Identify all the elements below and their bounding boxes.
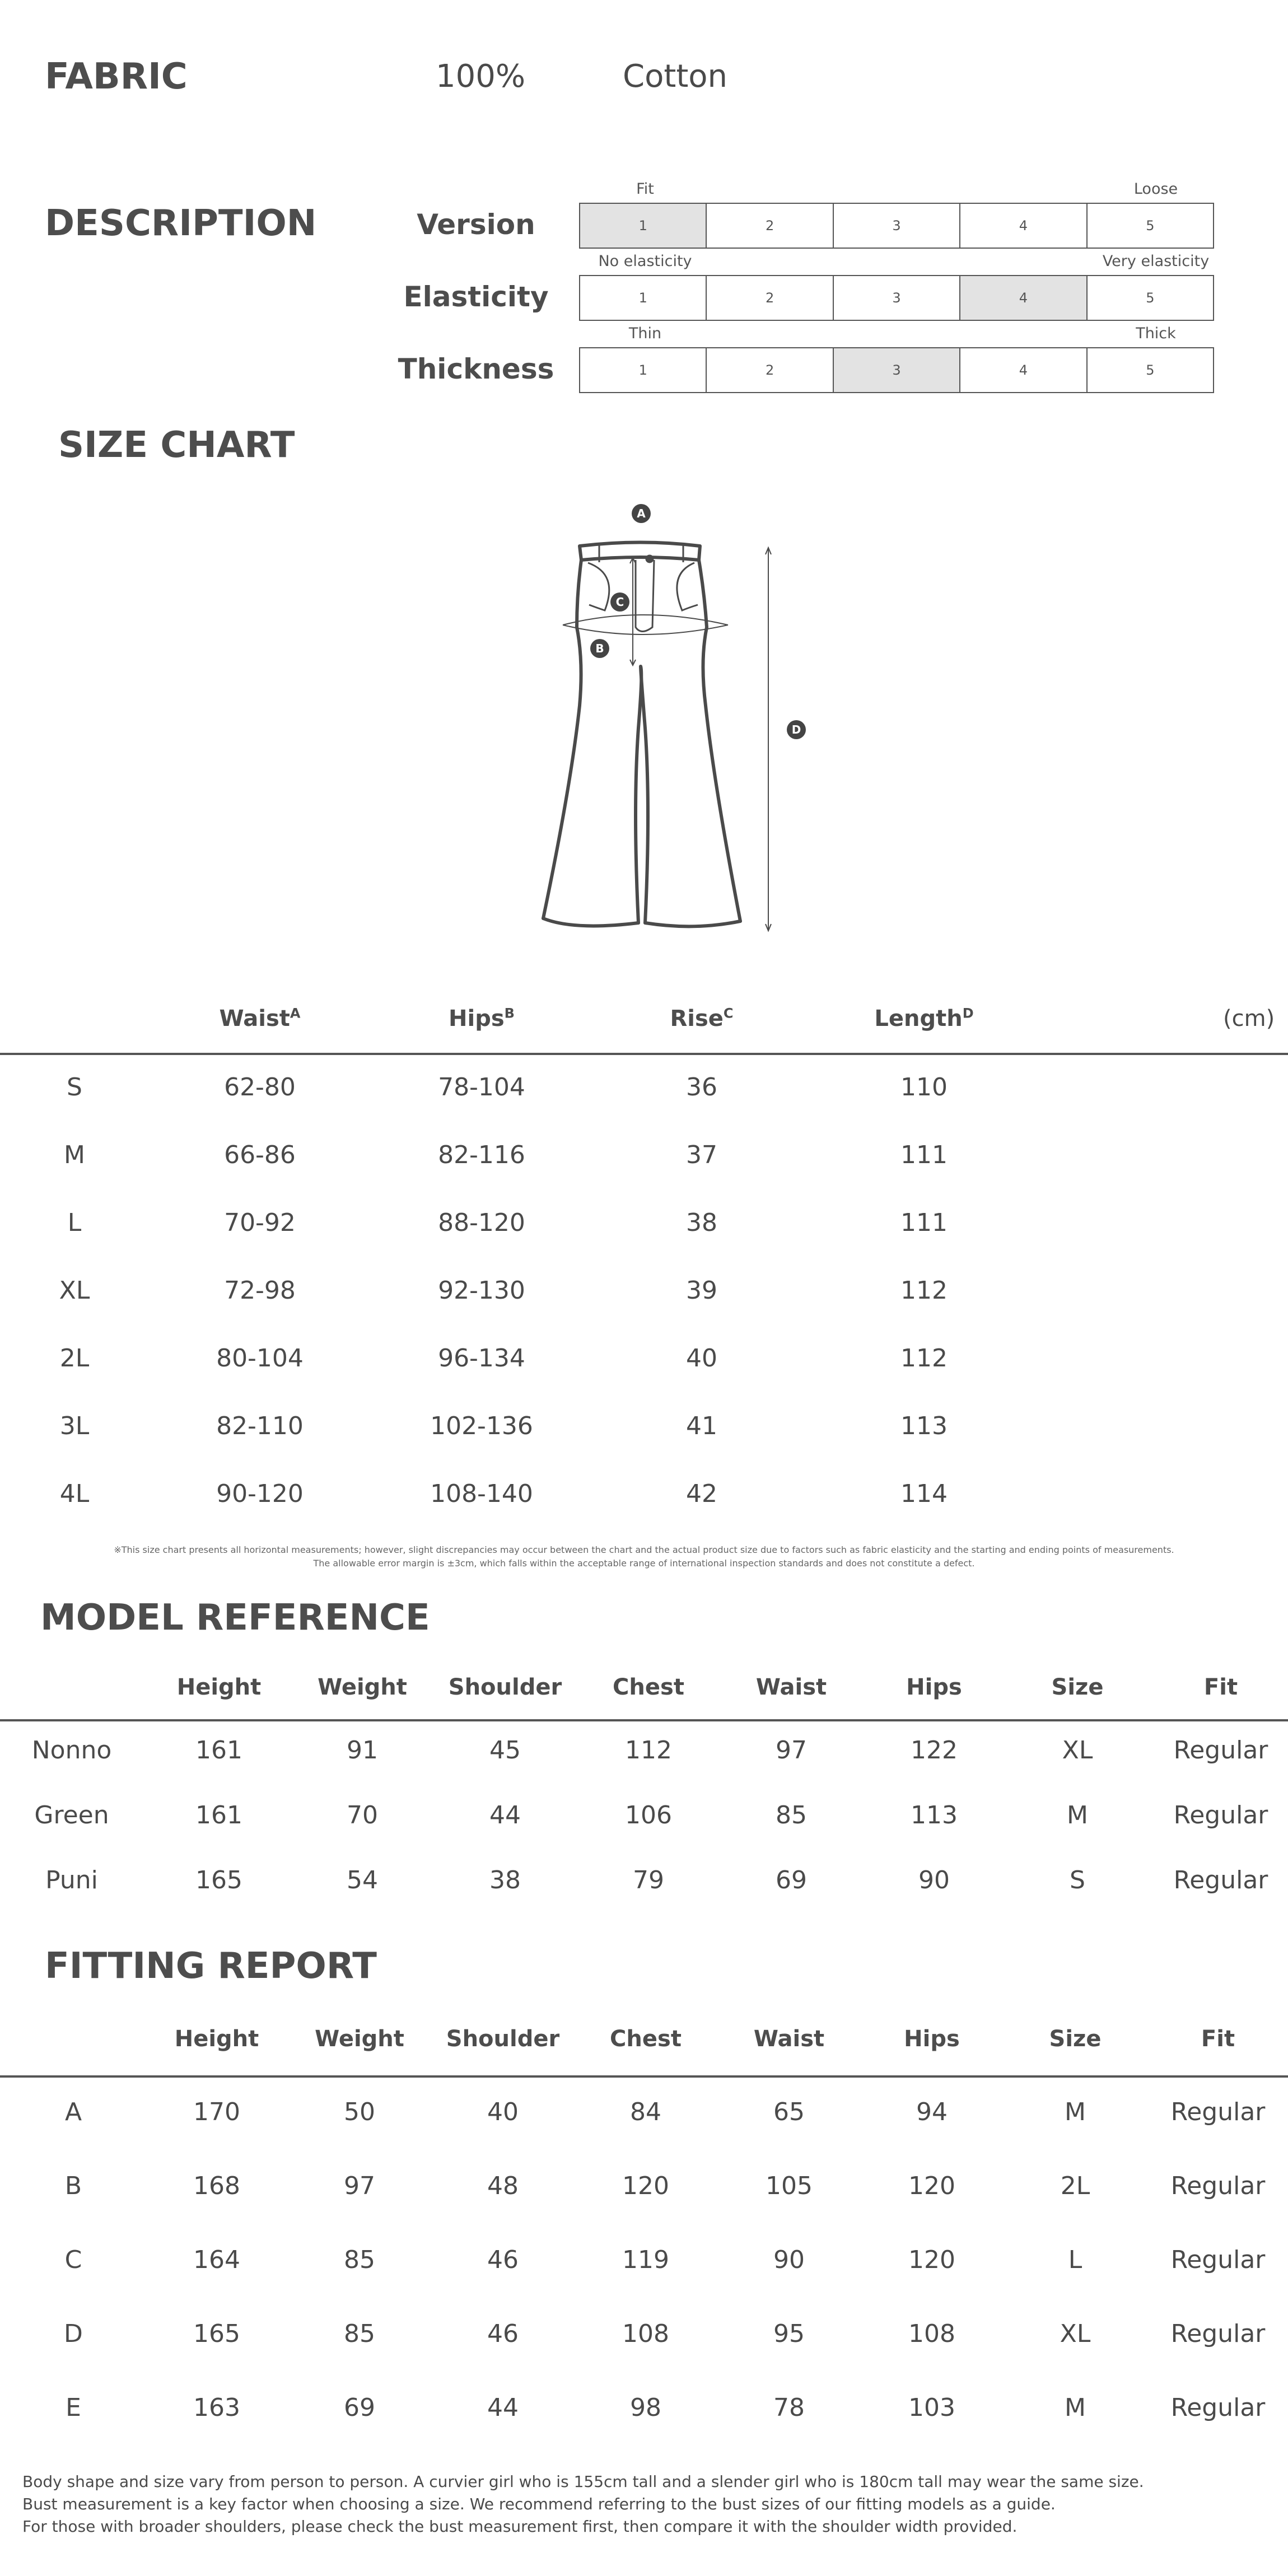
fit-cell: L <box>1068 2246 1082 2274</box>
fit-cell: 97 <box>344 2172 375 2200</box>
size-header-sup: B <box>504 1005 515 1021</box>
model-header-waist: Waist <box>755 1674 827 1700</box>
size-cell: 88-120 <box>438 1208 525 1237</box>
size-cell: 108-140 <box>430 1480 533 1508</box>
fit-cell: 120 <box>908 2246 955 2274</box>
model-cell: 161 <box>195 1736 242 1765</box>
size-header-sup: C <box>723 1005 734 1021</box>
fabric-percent: 100% <box>436 58 526 95</box>
size-cell: 41 <box>686 1412 717 1440</box>
fit-cell: 103 <box>908 2393 955 2422</box>
size-cell: 102-136 <box>430 1412 533 1440</box>
size-cell: 37 <box>686 1141 717 1169</box>
size-cell: 112 <box>900 1276 948 1305</box>
model-row-label: Green <box>34 1801 109 1830</box>
size-header-name: Length <box>874 1006 963 1032</box>
fit-cell: 170 <box>193 2098 240 2126</box>
model-cell: S <box>1070 1866 1085 1894</box>
fit-cell: 163 <box>193 2393 240 2422</box>
fit-cell: 98 <box>630 2393 661 2422</box>
model-cell: 85 <box>776 1801 807 1830</box>
fit-header-waist: Waist <box>753 2026 825 2052</box>
scale-cell: 5 <box>1146 218 1155 234</box>
model-cell: 69 <box>776 1866 807 1894</box>
fit-row-label: A <box>64 2098 82 2126</box>
fit-cell: 108 <box>908 2320 955 2348</box>
scale-thickness <box>579 347 1214 393</box>
model-cell: 54 <box>347 1866 378 1894</box>
fit-cell: 50 <box>344 2098 375 2126</box>
size-cell: 110 <box>900 1073 948 1102</box>
size-cell: 36 <box>686 1073 717 1102</box>
fit-cell: 2L <box>1060 2172 1090 2200</box>
fit-cell: 46 <box>487 2246 519 2274</box>
fitting-report-title: FITTING REPORT <box>45 1945 377 1987</box>
scale-version <box>579 203 1214 249</box>
scale-cell: 2 <box>707 204 833 248</box>
marker-d-label: D <box>791 723 801 736</box>
scale-right-text: Very elasticity <box>1102 253 1210 270</box>
fit-header-hips: Hips <box>904 2026 960 2052</box>
model-header-chest: Chest <box>613 1674 684 1700</box>
fit-cell: 105 <box>766 2172 813 2200</box>
fit-cell: 120 <box>908 2172 955 2200</box>
pants-diagram <box>521 493 834 941</box>
fit-cell: 165 <box>193 2320 240 2348</box>
fit-cell: Regular <box>1170 2098 1266 2126</box>
fit-cell: M <box>1065 2098 1086 2126</box>
fit-row-label: C <box>64 2246 82 2274</box>
footer-line: Bust measurement is a key factor when choosing a size. We recommend referring to the bust sizes of our fitting models as a guide. <box>22 2495 1056 2513</box>
model-header-hips: Hips <box>906 1674 962 1700</box>
fit-cell: 108 <box>622 2320 669 2348</box>
model-cell: 38 <box>489 1866 521 1894</box>
model-reference-title: MODEL REFERENCE <box>40 1597 430 1639</box>
size-header-name: Waist <box>219 1006 290 1032</box>
scale-left-text: Fit <box>636 180 654 198</box>
size-header-rise <box>670 1006 733 1032</box>
description-title: DESCRIPTION <box>45 203 317 244</box>
fit-cell: 120 <box>622 2172 669 2200</box>
size-chart-title: SIZE CHART <box>58 424 295 466</box>
size-cell: 40 <box>686 1344 717 1373</box>
size-cell: 78-104 <box>438 1073 525 1102</box>
scale-cell: 1 <box>580 276 707 320</box>
scale-cell: 3 <box>834 204 960 248</box>
size-cell: 80-104 <box>216 1344 304 1373</box>
size-unit: (cm) <box>1223 1006 1275 1032</box>
scale-label-elasticity: Elasticity <box>403 281 549 313</box>
model-row-label: Puni <box>45 1866 98 1894</box>
model-cell: 70 <box>347 1801 378 1830</box>
fit-cell: 85 <box>344 2246 375 2274</box>
model-header-size: Size <box>1051 1674 1104 1700</box>
scale-cell: 3 <box>834 348 960 392</box>
size-header-sup: A <box>290 1005 301 1021</box>
fit-cell: 40 <box>487 2098 519 2126</box>
scale-cell: 5 <box>1146 290 1155 306</box>
model-rule <box>0 1719 1288 1721</box>
fit-header-weight: Weight <box>315 2026 404 2052</box>
model-cell: 44 <box>489 1801 521 1830</box>
size-cell: 70-92 <box>224 1208 296 1237</box>
fit-cell: Regular <box>1170 2320 1266 2348</box>
fit-cell: 168 <box>193 2172 240 2200</box>
model-cell: 79 <box>633 1866 664 1894</box>
fit-cell: M <box>1065 2393 1086 2422</box>
size-header-hips <box>449 1006 515 1032</box>
fit-header-shoulder: Shoulder <box>446 2026 560 2052</box>
scale-cell: 5 <box>1146 362 1155 378</box>
size-cell: 82-110 <box>216 1412 304 1440</box>
size-cell: 92-130 <box>438 1276 525 1305</box>
size-cell: 111 <box>900 1208 948 1237</box>
model-cell: 165 <box>195 1866 242 1894</box>
model-cell: 161 <box>195 1801 242 1830</box>
fit-cell: Regular <box>1170 2172 1266 2200</box>
model-cell: Regular <box>1173 1801 1268 1830</box>
fit-header-height: Height <box>174 2026 259 2052</box>
fit-cell: 119 <box>622 2246 669 2274</box>
model-cell: M <box>1067 1801 1088 1830</box>
footer-line: Body shape and size vary from person to person. A curvier girl who is 155cm tall and a slender girl who is 180cm tall may wear the same size. <box>22 2472 1144 2491</box>
model-cell: 45 <box>489 1736 521 1765</box>
size-header-sup: D <box>962 1005 974 1021</box>
fabric-title: FABRIC <box>45 56 188 97</box>
fit-cell: 90 <box>773 2246 805 2274</box>
scale-right-text: Loose <box>1133 180 1178 198</box>
fit-cell: Regular <box>1170 2393 1266 2422</box>
model-cell: 106 <box>625 1801 672 1830</box>
size-header-length <box>874 1006 973 1032</box>
model-row-label: Nonno <box>31 1736 112 1765</box>
fit-cell: 46 <box>487 2320 519 2348</box>
model-header-fit: Fit <box>1203 1674 1238 1700</box>
scale-label-version: Version <box>417 208 535 241</box>
fit-cell: 44 <box>487 2393 519 2422</box>
size-cell: 111 <box>900 1141 948 1169</box>
model-header-weight: Weight <box>318 1674 407 1700</box>
scale-cell: 1 <box>580 204 707 248</box>
fit-cell: 78 <box>773 2393 805 2422</box>
fit-row-label: D <box>64 2320 83 2348</box>
footer-notes <box>22 2471 1144 2538</box>
scale-cell: 4 <box>960 276 1087 320</box>
size-row-label: S <box>67 1073 82 1102</box>
fit-cell: 95 <box>773 2320 805 2348</box>
size-cell: 113 <box>900 1412 948 1440</box>
size-row-label: L <box>67 1208 82 1237</box>
size-cell: 96-134 <box>438 1344 525 1373</box>
size-cell: 62-80 <box>224 1073 296 1102</box>
fit-cell: 65 <box>773 2098 805 2126</box>
size-cell: 82-116 <box>438 1141 525 1169</box>
scale-cell: 1 <box>580 348 707 392</box>
model-header-height: Height <box>176 1674 262 1700</box>
fabric-material: Cotton <box>623 58 728 95</box>
size-cell: 39 <box>686 1276 717 1305</box>
model-cell: 112 <box>625 1736 672 1765</box>
model-header-shoulder: Shoulder <box>448 1674 562 1700</box>
model-cell: 91 <box>347 1736 378 1765</box>
model-cell: Regular <box>1173 1736 1268 1765</box>
marker-b-label: B <box>595 642 604 655</box>
model-cell: 113 <box>911 1801 958 1830</box>
scale-label-thickness: Thickness <box>398 353 554 385</box>
scale-cell: 4 <box>960 348 1087 392</box>
fit-rule <box>0 2075 1288 2078</box>
scale-elasticity <box>579 275 1214 321</box>
fit-cell: 48 <box>487 2172 519 2200</box>
fit-cell: Regular <box>1170 2246 1266 2274</box>
marker-a-label: A <box>637 507 646 520</box>
marker-c-label: C <box>615 595 624 609</box>
size-header-name: Rise <box>670 1006 724 1032</box>
size-cell: 114 <box>900 1480 948 1508</box>
model-cell: XL <box>1062 1736 1093 1765</box>
scale-cell: 4 <box>960 204 1087 248</box>
size-cell: 112 <box>900 1344 948 1373</box>
footer-line: For those with broader shoulders, please check the bust measurement first, then compare it with the shoulder width provided. <box>22 2517 1018 2536</box>
fit-header-chest: Chest <box>610 2026 682 2052</box>
fit-cell: XL <box>1060 2320 1091 2348</box>
size-table-rule <box>0 1053 1288 1055</box>
fit-cell: 85 <box>344 2320 375 2348</box>
size-cell: 38 <box>686 1208 717 1237</box>
fit-row-label: E <box>66 2393 81 2422</box>
size-row-label: M <box>64 1141 85 1169</box>
scale-cell: 2 <box>707 276 833 320</box>
scale-right-text: Thick <box>1136 325 1176 342</box>
scale-left-text: No elasticity <box>598 253 692 270</box>
size-header-name: Hips <box>449 1006 505 1032</box>
size-note-2: The allowable error margin is ±3cm, which falls within the acceptable range of international inspection standards and does not constitute a defect. <box>313 1558 975 1569</box>
size-cell: 42 <box>686 1480 717 1508</box>
model-cell: 90 <box>918 1866 950 1894</box>
fit-header-fit: Fit <box>1201 2026 1235 2052</box>
size-cell: 90-120 <box>216 1480 304 1508</box>
model-cell: 97 <box>776 1736 807 1765</box>
size-header-waist <box>220 1006 301 1032</box>
fit-cell: 84 <box>630 2098 661 2126</box>
size-note-1: ※This size chart presents all horizontal measurements; however, slight discrepancies may occur between the chart and the actual product size due to factors such as fabric elasticity and the starting and ending points of measurements. <box>114 1544 1174 1555</box>
scale-cell: 2 <box>707 348 833 392</box>
size-cell: 72-98 <box>224 1276 296 1305</box>
size-row-label: 4L <box>59 1480 90 1508</box>
fit-header-size: Size <box>1049 2026 1102 2052</box>
fit-row-label: B <box>64 2172 82 2200</box>
size-row-label: 2L <box>59 1344 90 1373</box>
size-cell: 66-86 <box>224 1141 296 1169</box>
model-cell: Regular <box>1173 1866 1268 1894</box>
fit-cell: 69 <box>344 2393 375 2422</box>
size-row-label: XL <box>59 1276 90 1305</box>
scale-cell: 3 <box>834 276 960 320</box>
model-cell: 122 <box>911 1736 958 1765</box>
fit-cell: 94 <box>916 2098 948 2126</box>
scale-left-text: Thin <box>628 325 662 342</box>
size-row-label: 3L <box>59 1412 90 1440</box>
fit-cell: 164 <box>193 2246 240 2274</box>
